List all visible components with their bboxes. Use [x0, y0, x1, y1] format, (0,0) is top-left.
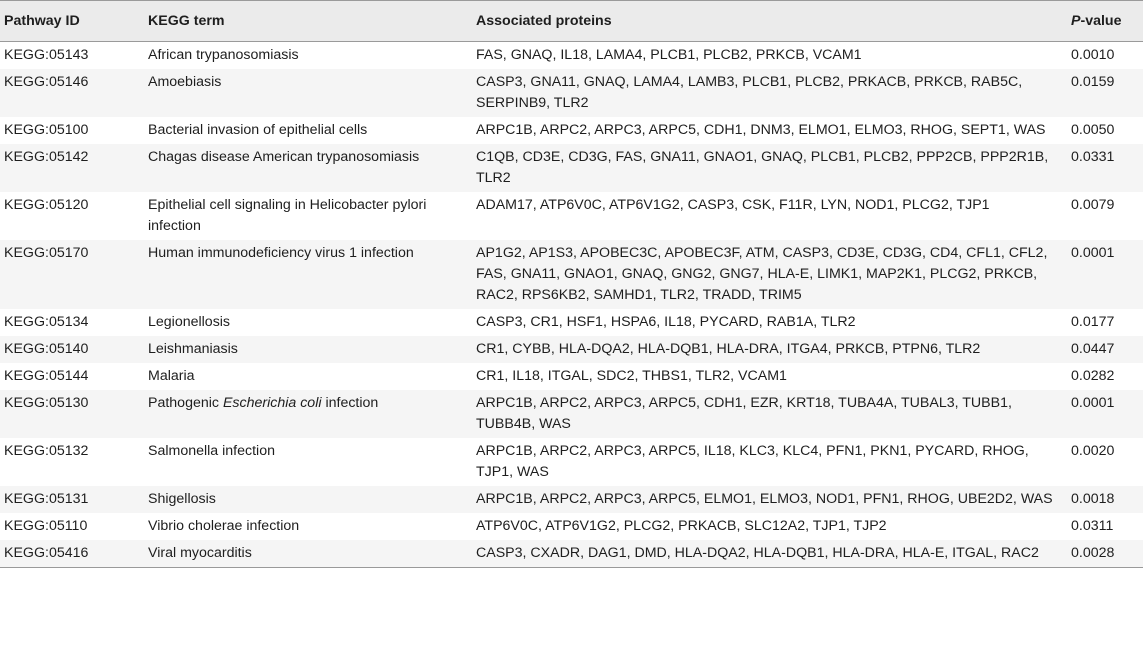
p-value: 0.0447	[1071, 341, 1115, 357]
header-p-value-prefix: P	[1071, 13, 1081, 29]
kegg-term: Malaria	[148, 368, 195, 384]
pathway-id: KEGG:05140	[4, 341, 89, 357]
pathway-id: KEGG:05146	[4, 74, 89, 90]
p-value: 0.0282	[1071, 368, 1115, 384]
table-row	[0, 513, 1143, 540]
pathway-id: KEGG:05131	[4, 491, 89, 507]
table-row	[0, 486, 1143, 513]
header-row	[0, 1, 1143, 42]
associated-proteins: ADAM17, ATP6V0C, ATP6V1G2, CASP3, CSK, F11R, LYN, NOD1, PLCG2, TJP1	[476, 197, 990, 213]
kegg-term: Legionellosis	[148, 314, 231, 330]
associated-proteins: CR1, CYBB, HLA-DQA2, HLA-DQB1, HLA-DRA, ITGA4, PRKCB, PTPN6, TLR2	[476, 341, 981, 357]
table-row	[0, 69, 1143, 117]
kegg-term: Human immunodeficiency virus 1 infection	[148, 245, 414, 261]
table-row	[0, 390, 1143, 438]
table-row	[0, 309, 1143, 336]
pathway-id: KEGG:05110	[4, 518, 88, 534]
table-row	[0, 117, 1143, 144]
kegg-term: Epithelial cell signaling in Helicobacter pylori infection	[148, 197, 427, 234]
kegg-term: Viral myocarditis	[144, 540, 472, 568]
associated-proteins: CR1, IL18, ITGAL, SDC2, THBS1, TLR2, VCAM1	[476, 368, 787, 384]
pathway-id: KEGG:05120	[4, 197, 89, 213]
table-row	[0, 336, 1143, 363]
p-value: 0.0079	[1071, 197, 1115, 213]
pathway-id: KEGG:05100	[4, 122, 89, 138]
pathway-id: KEGG:05144	[4, 368, 89, 384]
associated-proteins: ARPC1B, ARPC2, ARPC3, ARPC5, IL18, KLC3, KLC4, PFN1, PKN1, PYCARD, RHOG, TJP1, WAS	[476, 443, 1029, 480]
kegg-term: Leishmaniasis	[148, 341, 238, 357]
associated-proteins: ARPC1B, ARPC2, ARPC3, ARPC5, ELMO1, ELMO3, NOD1, PFN1, RHOG, UBE2D2, WAS	[476, 491, 1053, 507]
p-value: 0.0010	[1071, 47, 1115, 63]
associated-proteins: CASP3, GNA11, GNAQ, LAMA4, LAMB3, PLCB1, PLCB2, PRKACB, PRKCB, RAB5C, SERPINB9, TLR2	[476, 74, 1023, 111]
table-row	[0, 240, 1143, 309]
header-kegg-term: KEGG term	[144, 1, 472, 42]
pathway-id: KEGG:05143	[4, 47, 89, 63]
pathway-id: KEGG:05170	[4, 245, 89, 261]
pathway-id: KEGG:05134	[4, 314, 89, 330]
header-p-value	[1067, 1, 1143, 42]
associated-proteins: FAS, GNAQ, IL18, LAMA4, PLCB1, PLCB2, PRKCB, VCAM1	[476, 47, 862, 63]
kegg-term: Shigellosis	[148, 491, 216, 507]
header-pathway-id: Pathway ID	[0, 1, 144, 42]
p-value: 0.0028	[1067, 540, 1143, 568]
header-associated-proteins: Associated proteins	[472, 1, 1067, 42]
p-value: 0.0018	[1071, 491, 1115, 507]
associated-proteins: ATP6V0C, ATP6V1G2, PLCG2, PRKACB, SLC12A2, TJP1, TJP2	[476, 518, 887, 534]
kegg-term: Salmonella infection	[148, 443, 275, 459]
associated-proteins: ARPC1B, ARPC2, ARPC3, ARPC5, CDH1, EZR, KRT18, TUBA4A, TUBAL3, TUBB1, TUBB4B, WAS	[476, 395, 1012, 432]
associated-proteins: CASP3, CXADR, DAG1, DMD, HLA-DQA2, HLA-DQB1, HLA-DRA, HLA-E, ITGAL, RAC2	[472, 540, 1067, 568]
kegg-term: African trypanosomiasis	[148, 47, 299, 63]
associated-proteins: CASP3, CR1, HSF1, HSPA6, IL18, PYCARD, RAB1A, TLR2	[476, 314, 856, 330]
pathway-id: KEGG:05132	[4, 443, 89, 459]
table-row	[0, 144, 1143, 192]
p-value: 0.0050	[1071, 122, 1115, 138]
table-row	[0, 192, 1143, 240]
kegg-term	[144, 390, 472, 438]
pathway-id: KEGG:05142	[4, 149, 89, 165]
associated-proteins: ARPC1B, ARPC2, ARPC3, ARPC5, CDH1, DNM3, ELMO1, ELMO3, RHOG, SEPT1, WAS	[476, 122, 1046, 138]
table-row	[0, 438, 1143, 486]
p-value: 0.0159	[1071, 74, 1115, 90]
kegg-term-suffix: infection	[321, 395, 379, 411]
pathway-id: KEGG:05416	[0, 540, 144, 568]
kegg-term: Amoebiasis	[148, 74, 222, 90]
table-row	[0, 540, 1143, 568]
kegg-term: Vibrio cholerae infection	[148, 518, 300, 534]
kegg-term-species: Escherichia coli	[222, 395, 322, 411]
p-value: 0.0177	[1071, 314, 1115, 330]
associated-proteins: C1QB, CD3E, CD3G, FAS, GNA11, GNAO1, GNAQ, PLCB1, PLCB2, PPP2CB, PPP2R1B, TLR2	[476, 149, 1049, 186]
table-row	[0, 42, 1143, 70]
p-value: 0.0331	[1071, 149, 1115, 165]
kegg-term: Bacterial invasion of epithelial cells	[148, 122, 368, 138]
kegg-term: Chagas disease American trypanosomiasis	[148, 149, 420, 165]
p-value: 0.0020	[1071, 443, 1115, 459]
header-p-value-suffix: -value	[1080, 13, 1122, 29]
p-value: 0.0001	[1071, 245, 1115, 261]
kegg-term-prefix: Pathogenic	[148, 395, 223, 411]
table-row	[0, 363, 1143, 390]
p-value: 0.0311	[1071, 518, 1114, 534]
pathway-id: KEGG:05130	[4, 395, 89, 411]
p-value: 0.0001	[1071, 395, 1115, 411]
associated-proteins: AP1G2, AP1S3, APOBEC3C, APOBEC3F, ATM, CASP3, CD3E, CD3G, CD4, CFL1, CFL2, FAS, GNA11, GNAO1, GNAQ, GNG2, GNG7, HLA-E, LIMK1, MAP2K1, PLCG2, PRKCB, RAC2, RPS6KB2, SAMHD1, TLR2, TRADD, TRIM5	[476, 245, 1048, 303]
